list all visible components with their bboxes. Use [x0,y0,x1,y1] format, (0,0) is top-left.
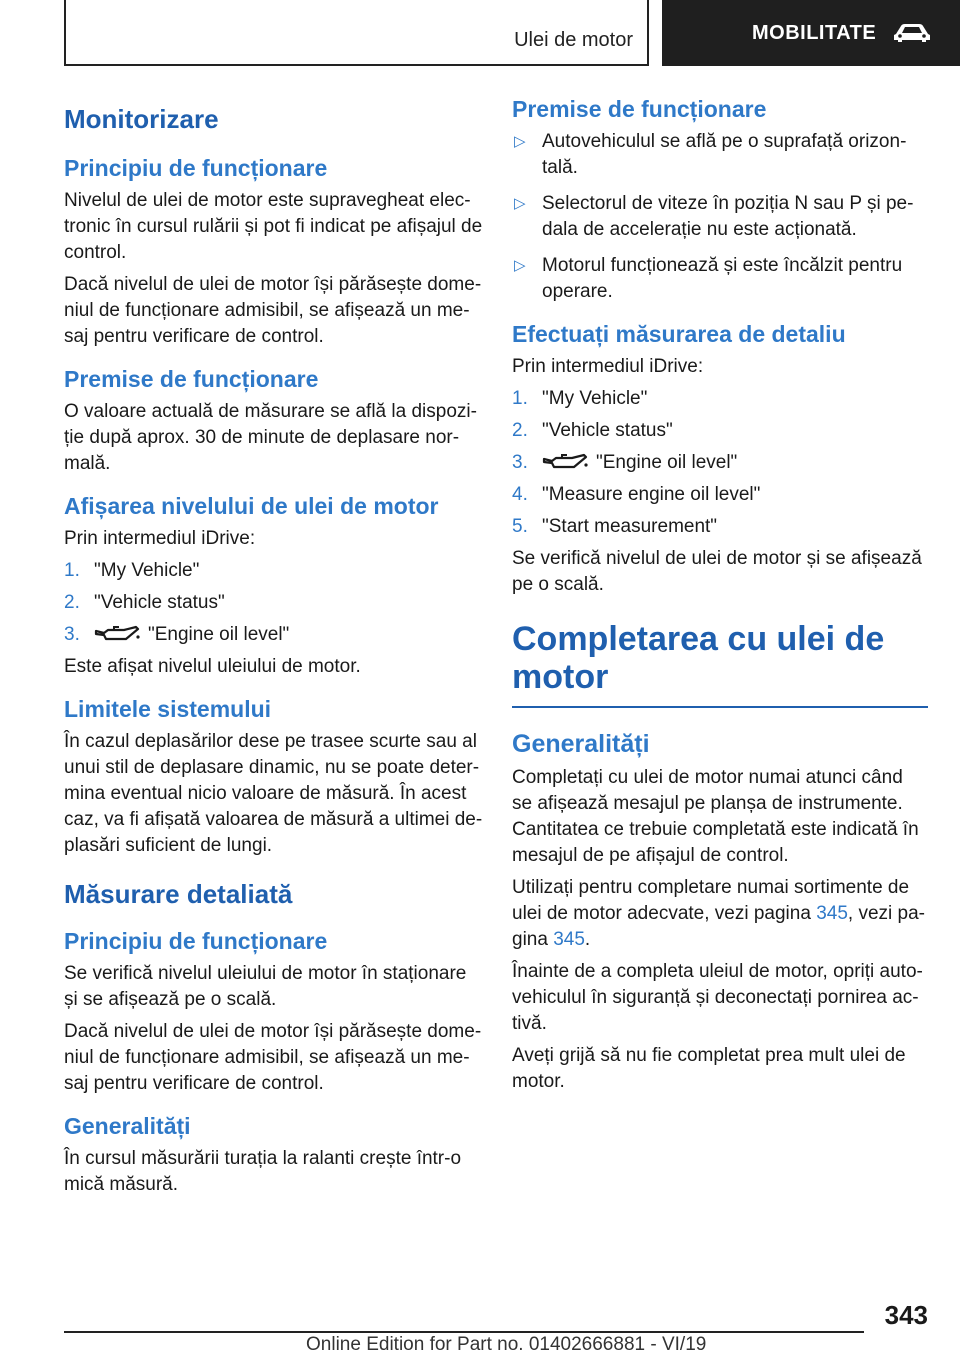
header-frame [64,0,649,66]
heading-principiu: Principiu de funcționare [64,155,328,181]
step-text: "Vehicle status" [94,592,225,613]
step-number: 5. [512,516,528,537]
page-number: 343 [884,1300,928,1330]
step-text: "My Vehicle" [94,560,200,581]
paragraph: Dacă nivelul de ulei de motor își părăsește domeniul de funcționare admisibil, se afișează un mesaj pentru verificare de control. [64,1021,482,1094]
paragraph: Aveți grijă să nu fie completat prea mult ulei de motor. [512,1045,906,1092]
condition-text: Autovehiculul se află pe o suprafață orizontală. [542,131,907,178]
step-number: 1. [64,560,80,581]
paragraph: Se verifică nivelul uleiului de motor în staționare și se afișează pe o scală. [64,963,467,1010]
paragraph: Se verifică nivelul de ulei de motor și se afișează pe o scală. [512,548,922,595]
step-number: 3. [512,452,528,473]
list-item [64,622,484,648]
footer-divider [64,1331,864,1333]
heading-premise: Premise de funcționare [512,96,767,122]
heading-afisarea: Afișarea nivelului de ulei de motor [64,493,439,519]
heading-completarea: Completarea cu ulei de motor [512,620,928,708]
step-text: "Engine oil level" [148,624,290,645]
text: . [584,929,591,950]
heading-generalitati: Generalități [64,1113,191,1139]
oil-can-icon [542,453,588,473]
paragraph: Completați cu ulei de motor numai atunci când se afișează mesajul pe planșa de instrumente. Cantitatea ce trebuie completată este indicată în mesajul de pe afișajul de control. [512,767,919,866]
paragraph: Înainte de a completa uleiul de motor, opriți autovehiculul în siguranță și deconectați pornirea activă. [512,961,923,1034]
paragraph: Nivelul de ulei de motor este supravegheat electronic în cursul rulării și pot fi indicat pe afișajul de control. [64,190,483,263]
heading-principiu: Principiu de funcționare [64,928,328,954]
heading-masurare: Măsurare detaliată [64,879,293,909]
paragraph: Dacă nivelul de ulei de motor își părăsește domeniul de funcționare admisibil, se afișează un mesaj pentru verificare de control. [64,274,482,347]
triangle-bullet-icon: ▷ [514,257,526,274]
text: Utilizați pentru completare numai sortimente de ulei de motor adecvate, vezi pagina [512,877,910,924]
paragraph: În cazul deplasărilor dese pe trasee scurte sau al unui stil de deplasare dinamic, nu se poate determina eventual nicio valoare de măsură. În acest caz, va fi afișată valoarea de măsură a ultimei deplasări suficient de lungi. [64,731,483,856]
step-number: 1. [512,388,528,409]
paragraph: În cursul măsurării turația la ralanti crește într-o mică măsură. [64,1148,462,1195]
list-item [512,191,928,243]
measure-steps-list [512,386,928,540]
step-number: 2. [512,420,528,441]
triangle-bullet-icon: ▷ [514,195,526,212]
page-link[interactable]: 345 [816,903,848,924]
list-item [512,418,928,444]
list-item [512,514,928,540]
list-item [512,253,928,305]
oil-can-icon [94,625,140,645]
heading-limitele: Limitele sistemului [64,696,272,722]
heading-efectuati: Efectuați măsurarea de detaliu [512,321,846,347]
step-text: "Start measurement" [542,516,718,537]
conditions-list [512,129,928,305]
paragraph: Prin intermediul iDrive: [64,528,256,549]
paragraph: O valoare actuală de măsurare se află la dispoziție după aprox. 30 de minute de deplasare normală. [64,401,477,474]
list-item [512,386,928,412]
step-text: "Engine oil level" [596,452,738,473]
step-number: 3. [64,624,80,645]
step-text: "Measure engine oil level" [542,484,761,505]
section-title: MOBILITATE [752,21,877,44]
condition-text: Motorul funcționează și este încălzit pentru operare. [542,255,903,302]
condition-text: Selectorul de viteze în poziția N sau P și pedala de accelerație nu este acționată. [542,193,914,240]
list-item [512,450,928,476]
chapter-title: Ulei de motor [514,29,633,51]
edition-text: Online Edition for Part no. 01402666881 - VI/19 [306,1334,707,1355]
paragraph-with-links [512,875,928,953]
list-item [512,129,928,181]
step-text: "My Vehicle" [542,388,648,409]
heading-generalitati: Generalități [512,730,650,758]
paragraph: Prin intermediul iDrive: [512,356,704,377]
text: , vezi pagina [512,903,925,950]
heading-monitorizare: Monitorizare [64,104,219,134]
list-item [64,590,484,616]
paragraph: Este afișat nivelul uleiului de motor. [64,656,361,677]
step-number: 2. [64,592,80,613]
page-link[interactable]: 345 [553,929,585,950]
step-text: "Vehicle status" [542,420,673,441]
heading-premise: Premise de funcționare [64,366,319,392]
step-number: 4. [512,484,528,505]
car-icon [892,22,932,44]
section-tab [662,0,960,66]
list-item [64,558,484,584]
left-column [64,96,484,1204]
list-item [512,482,928,508]
idrive-steps-list [64,558,484,648]
right-column [512,96,928,1101]
triangle-bullet-icon: ▷ [514,133,526,150]
